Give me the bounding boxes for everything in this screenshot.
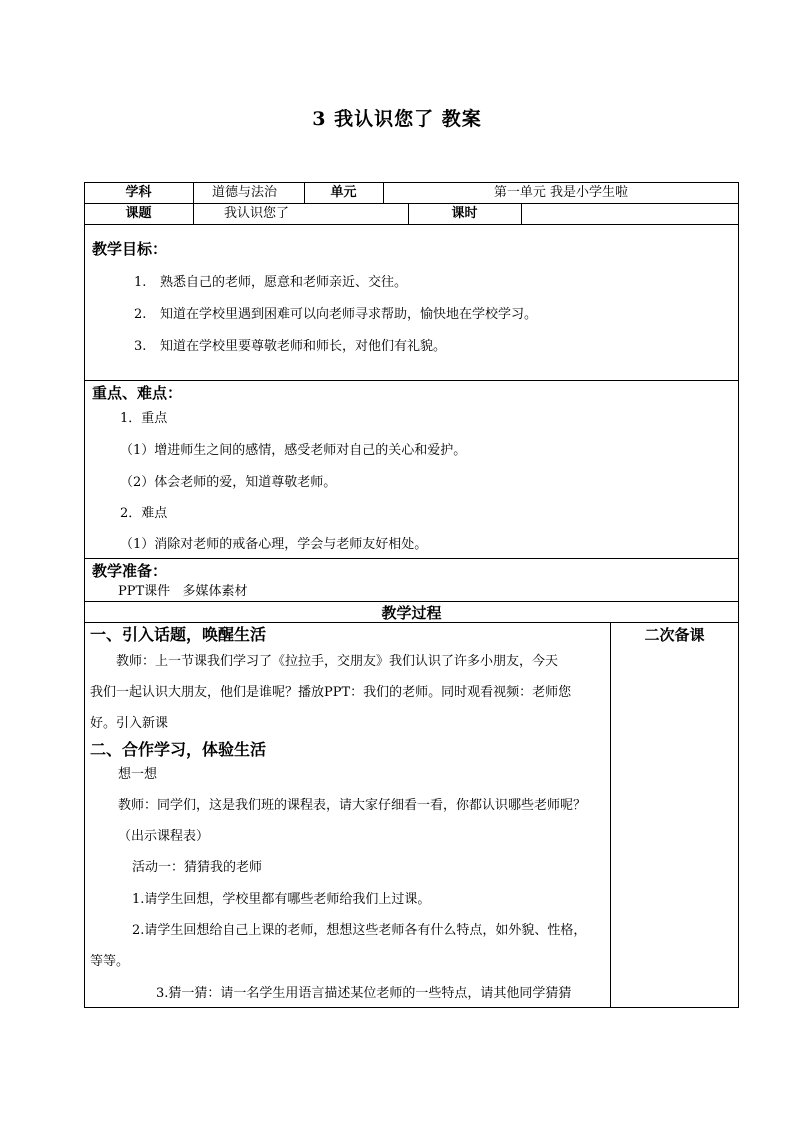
objectives-heading: 教学目标：	[92, 240, 168, 258]
paragraph-line: 1.请学生回想，学校里都有哪些老师给我们上过课。	[132, 892, 431, 907]
unit-value: 第一单元 我是小学生啦	[493, 185, 629, 200]
paragraph-line: （出示课程表）	[118, 829, 210, 844]
subject-value: 道德与法治	[212, 185, 278, 200]
paragraph-line: 教师：同学们，这是我们班的课程表，请大家仔细看一看，你都认识哪些老师呢？	[118, 798, 587, 813]
paragraph-line: 等等。	[90, 954, 130, 969]
paragraph-line: 活动一：猜猜我的老师	[132, 860, 263, 875]
objective-text: 知道在学校里遇到困难可以向老师寻求帮助，愉快地在学校学习。	[160, 307, 538, 322]
section-title: 二、合作学习，体验生活	[90, 740, 267, 759]
paragraph-line: 教师：上一节课我们学习了《拉拉手，交朋友》我们认识了许多小朋友，今天	[116, 654, 559, 669]
page-title: 3 我认识您了 教案	[312, 108, 482, 130]
col-divider	[193, 182, 194, 224]
paragraph-line: 2.请学生回想给自己上课的老师，想想这些老师各有什么特点，如外貌、性格，	[132, 923, 587, 938]
objective-num: 3.	[134, 339, 147, 354]
paragraph-line: 3.猜一猜：请一名学生用语言描述某位老师的一些特点，请其他同学猜猜	[156, 986, 572, 1001]
preparation-heading: 教学准备：	[92, 562, 168, 580]
key-point-line: 1．重点	[120, 411, 168, 426]
key-point-line: 2．难点	[120, 506, 168, 521]
row-divider	[84, 224, 739, 225]
objective-text: 知道在学校里要尊敬老师和师长，对他们有礼貌。	[160, 339, 447, 354]
row-divider	[84, 203, 739, 204]
col-divider	[610, 622, 611, 1008]
row-divider	[84, 601, 739, 602]
topic-value: 我认识您了	[224, 206, 290, 221]
objective-text: 熟悉自己的老师，愿意和老师亲近、交往。	[160, 275, 408, 290]
paragraph-line: 想一想	[118, 767, 158, 782]
col-divider	[521, 203, 522, 224]
side-heading: 二次备课	[644, 626, 705, 644]
row-divider	[84, 622, 739, 623]
key-point-line: （1）消除对老师的戒备心理，学会与老师友好相处。	[120, 537, 428, 552]
process-heading: 教学过程	[381, 604, 442, 622]
key-points-heading: 重点、难点：	[92, 384, 183, 402]
key-point-line: （2）体会老师的爱，知道尊敬老师。	[120, 475, 337, 490]
topic-label: 课题	[125, 206, 152, 221]
row-divider	[84, 558, 739, 559]
objective-num: 2.	[134, 307, 147, 322]
preparation-text: PPT课件 多媒体素材	[118, 584, 248, 599]
section-title: 一、引入话题，唤醒生活	[90, 625, 267, 644]
key-point-line: （1）增进师生之间的感情，感受老师对自己的关心和爱护。	[120, 443, 467, 458]
paragraph-line: 我们一起认识大朋友，他们是谁呢？播放PPT：我们的老师。同时观看视频：老师您	[90, 685, 572, 700]
objective-num: 1.	[134, 275, 147, 290]
paragraph-line: 好。引入新课	[90, 716, 169, 731]
subject-label: 学科	[125, 185, 152, 200]
period-label: 课时	[451, 206, 478, 221]
unit-label: 单元	[330, 185, 357, 200]
row-divider	[84, 380, 739, 381]
